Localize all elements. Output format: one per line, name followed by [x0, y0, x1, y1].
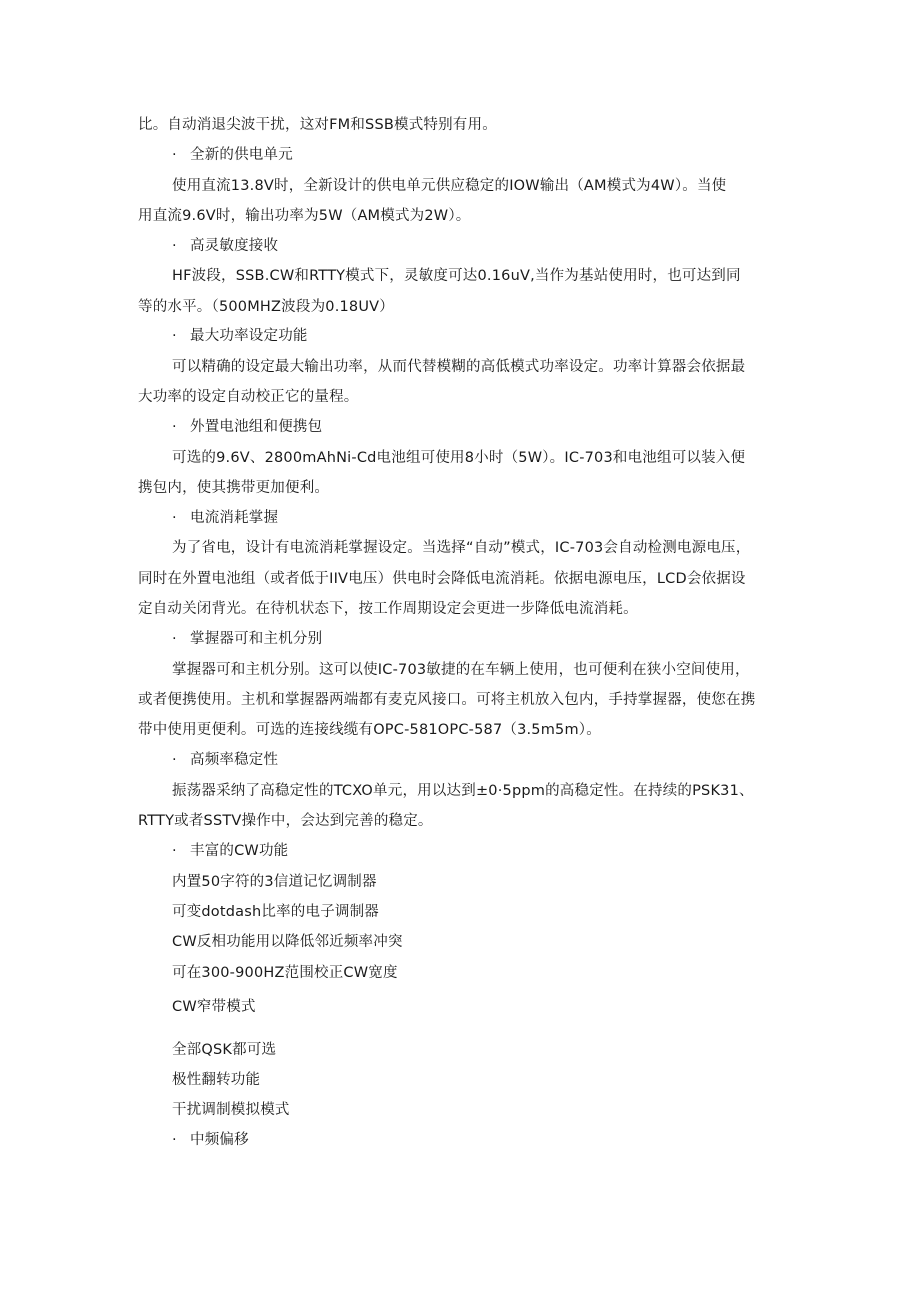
- section-heading: [172, 841, 288, 861]
- bullet-icon: ·: [172, 843, 177, 859]
- paragraph-line: 使用直流13.8V时，全新设计的供电单元供应稳定的IOW输出（AM模式为4W）。当使: [172, 178, 727, 194]
- heading-text: 全新的供电单元: [190, 147, 293, 163]
- list-item: 干扰调制模拟模式: [172, 1102, 290, 1118]
- bullet-icon: ·: [172, 419, 177, 435]
- section-heading: [172, 1130, 249, 1150]
- paragraph-line: HF波段，SSB.CW和RTTY模式下，灵敏度可达0.16uV,当作为基站使用时，也可达到同: [172, 268, 741, 284]
- section-heading: [172, 236, 278, 256]
- paragraph-line: 掌握器可和主机分别。这可以使IC-703敏捷的在车辆上使用，也可便利在狭小空间使用，: [172, 662, 750, 678]
- bullet-icon: ·: [172, 510, 177, 526]
- paragraph-line: 为了省电，设计有电流消耗掌握设定。当选择“自动”模式，IC-703会自动检测电源电压，: [172, 540, 751, 556]
- paragraph-line: 携包内，使其携带更加便利。: [138, 480, 330, 496]
- list-item: 内置50字符的3信道记忆调制器: [172, 874, 377, 890]
- list-item: CW窄带模式: [172, 999, 256, 1015]
- paragraph-line: 大功率的设定自动校正它的量程。: [138, 389, 359, 405]
- paragraph-line: RTTY或者SSTV操作中，会达到完善的稳定。: [138, 813, 433, 829]
- paragraph-line: 用直流9.6V时，输出功率为5W（AM模式为2W）。: [138, 208, 471, 224]
- paragraph-line: 比。自动消退尖波干扰，这对FM和SSB模式特别有用。: [138, 117, 497, 133]
- bullet-icon: ·: [172, 1132, 177, 1148]
- section-heading: [172, 629, 322, 649]
- list-item: CW反相功能用以降低邻近频率冲突: [172, 934, 403, 950]
- heading-text: 丰富的CW功能: [190, 843, 289, 859]
- paragraph-line: 带中使用更便利。可选的连接线缆有OPC-581OPC-587（3.5m5m）。: [138, 722, 601, 738]
- heading-text: 最大功率设定功能: [190, 328, 308, 344]
- heading-text: 电流消耗掌握: [190, 510, 279, 526]
- heading-text: 掌握器可和主机分别: [190, 631, 323, 647]
- list-item: 全部QSK都可选: [172, 1042, 277, 1058]
- bullet-icon: ·: [172, 631, 177, 647]
- list-item: 极性翻转功能: [172, 1072, 261, 1088]
- section-heading: [172, 750, 278, 770]
- heading-text: 高频率稳定性: [190, 752, 279, 768]
- paragraph-line: 可以精确的设定最大输出功率，从而代替模糊的高低模式功率设定。功率计算器会依据最: [172, 359, 746, 375]
- section-heading: [172, 145, 293, 165]
- list-item: 可在300-900HZ范围校正CW宽度: [172, 965, 398, 981]
- heading-text: 外置电池组和便携包: [190, 419, 323, 435]
- heading-text: 高灵敏度接收: [190, 238, 279, 254]
- section-heading: [172, 508, 278, 528]
- paragraph-line: 或者便携使用。主机和掌握器两端都有麦克风接口。可将主机放入包内，手持掌握器，使您在携: [138, 692, 756, 708]
- list-item: 可变dotdash比率的电子调制器: [172, 904, 379, 920]
- section-heading: [172, 326, 308, 346]
- heading-text: 中频偏移: [190, 1132, 249, 1148]
- paragraph-line: 定自动关闭背光。在待机状态下，按工作周期设定会更进一步降低电流消耗。: [138, 601, 638, 617]
- paragraph-line: 等的水平。（500MHZ波段为0.18UV）: [138, 299, 394, 315]
- bullet-icon: ·: [172, 752, 177, 768]
- paragraph-line: 同时在外置电池组（或者低于IIV电压）供电时会降低电流消耗。依据电源电压，LCD会依据设: [138, 571, 746, 587]
- bullet-icon: ·: [172, 147, 177, 163]
- bullet-icon: ·: [172, 328, 177, 344]
- section-heading: [172, 417, 322, 437]
- bullet-icon: ·: [172, 238, 177, 254]
- paragraph-line: 振荡器采纳了高稳定性的TCXO单元，用以达到±0·5ppm的高稳定性。在持续的PSK31、: [172, 783, 754, 799]
- paragraph-line: 可选的9.6V、2800mAhNi-Cd电池组可使用8小时（5W）。IC-703和电池组可以装入便: [172, 450, 746, 466]
